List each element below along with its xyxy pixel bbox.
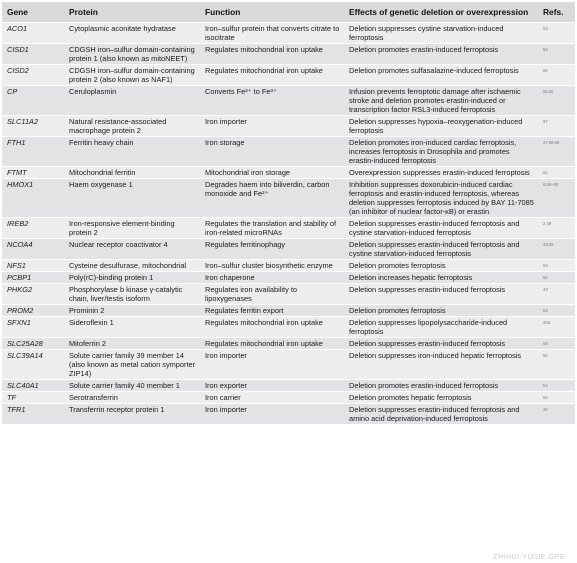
cell-function: Iron importer	[200, 116, 344, 137]
cell-protein: Sideroflexin 1	[64, 317, 200, 338]
cell-effects: Deletion suppresses hypoxia–reoxygenation-induced ferroptosis	[344, 116, 538, 137]
cell-gene: TFR1	[2, 404, 64, 425]
cell-refs: 53	[538, 23, 575, 44]
cell-protein: Phosphorylase b kinase γ-catalytic chain, liver/testis isoform	[64, 284, 200, 305]
cell-protein: Solute carrier family 40 member 1	[64, 380, 200, 392]
cell-function: Degrades haem into biliverdin, carbon monoxide and Fe²⁺	[200, 179, 344, 218]
cell-function: Iron–sulfur cluster biosynthetic enzyme	[200, 260, 344, 272]
table-row	[2, 284, 575, 305]
table-row	[2, 65, 575, 86]
cell-protein: CDGSH iron–sulfur domain-containing protein 2 (also known as NAF1)	[64, 65, 200, 86]
table-row	[2, 260, 575, 272]
cell-gene: HMOX1	[2, 179, 64, 218]
cell-effects: Deletion promotes ferroptosis	[344, 260, 538, 272]
cell-refs: 62	[538, 392, 575, 404]
cell-refs: 64	[538, 44, 575, 65]
table-row	[2, 44, 575, 65]
table-row	[2, 317, 575, 338]
table-body	[2, 23, 575, 425]
table-row	[2, 380, 575, 392]
cell-refs: 46	[538, 404, 575, 425]
table-row	[2, 338, 575, 350]
cell-refs: 208	[538, 317, 575, 338]
ferroptosis-iron-genes-table	[2, 2, 575, 425]
cell-function: Iron importer	[200, 404, 344, 425]
cell-protein: Serotransferrin	[64, 392, 200, 404]
header-protein: Protein	[64, 2, 200, 23]
cell-protein: Solute carrier family 39 member 14 (also known as metal cation symporter ZIP14)	[64, 350, 200, 380]
cell-protein: Ferritin heavy chain	[64, 137, 200, 167]
cell-gene: SLC11A2	[2, 116, 64, 137]
cell-function: Mitochondrial iron storage	[200, 167, 344, 179]
cell-function: Regulates mitochondrial iron uptake	[200, 317, 344, 338]
cell-refs: 2,49	[538, 218, 575, 239]
header-gene: Gene	[2, 2, 64, 23]
cell-gene: SFXN1	[2, 317, 64, 338]
cell-protein: CDGSH iron–sulfur domain-containing protein 1 (also known as mitoNEET)	[64, 44, 200, 65]
table-row	[2, 305, 575, 317]
header-row	[2, 2, 575, 23]
cell-protein: Nuclear receptor coactivator 4	[64, 239, 200, 260]
cell-protein: Iron-responsive element-binding protein 2	[64, 218, 200, 239]
cell-protein: Ceruloplasmin	[64, 86, 200, 116]
cell-function: Regulates mitochondrial iron uptake	[200, 65, 344, 86]
cell-protein: Prominin 2	[64, 305, 200, 317]
cell-gene: FTH1	[2, 137, 64, 167]
cell-effects: Deletion promotes sulfasalazine-induced ferroptosis	[344, 65, 538, 86]
cell-function: Regulates ferritinophagy	[200, 239, 344, 260]
cell-refs: 54	[538, 380, 575, 392]
cell-effects: Deletion suppresses erastin-induced ferroptosis and cystine starvation-induced ferroptosis	[344, 239, 538, 260]
cell-effects: Deletion suppresses lipopolysaccharide-induced ferroptosis	[344, 317, 538, 338]
cell-effects: Deletion promotes hepatic ferroptosis	[344, 392, 538, 404]
cell-effects: Deletion promotes iron-induced cardiac ferroptosis, increases ferroptosis in Drosophila and promotes erastin-induced ferroptosis	[344, 137, 538, 167]
cell-refs: 52	[538, 272, 575, 284]
cell-effects: Deletion suppresses erastin-induced ferroptosis and cystine starvation-induced ferroptosis	[344, 218, 538, 239]
table-row	[2, 272, 575, 284]
cell-refs: 6,56–58	[538, 179, 575, 218]
cell-effects: Deletion suppresses iron-induced hepatic ferroptosis	[344, 350, 538, 380]
cell-refs: 27,68,69	[538, 137, 575, 167]
cell-refs: 58	[538, 338, 575, 350]
cell-gene: IREB2	[2, 218, 64, 239]
cell-effects: Deletion promotes erastin-induced ferroptosis	[344, 380, 538, 392]
header-effects: Effects of genetic deletion or overexpression	[344, 2, 538, 23]
cell-effects: Deletion suppresses erastin-induced ferroptosis and amino acid deprivation-induced ferroptosis	[344, 404, 538, 425]
table-row	[2, 392, 575, 404]
cell-refs: 62	[538, 350, 575, 380]
cell-gene: CISD1	[2, 44, 64, 65]
table-row	[2, 350, 575, 380]
cell-function: Iron exporter	[200, 380, 344, 392]
cell-function: Iron storage	[200, 137, 344, 167]
table-header	[2, 2, 575, 23]
table-row	[2, 404, 575, 425]
cell-gene: PHKG2	[2, 284, 64, 305]
cell-refs: 67	[538, 116, 575, 137]
cell-effects: Overexpression suppresses erastin-induced ferroptosis	[344, 167, 538, 179]
cell-function: Regulates ferritin export	[200, 305, 344, 317]
header-refs: Refs.	[538, 2, 575, 23]
cell-refs: 65	[538, 65, 575, 86]
table-row	[2, 137, 575, 167]
cell-refs: 49,59	[538, 239, 575, 260]
cell-function: Iron–sulfur protein that converts citrate to isocitrate	[200, 23, 344, 44]
table-row	[2, 179, 575, 218]
cell-gene: TF	[2, 392, 64, 404]
cell-refs: 55,56	[538, 86, 575, 116]
cell-function: Converts Fe²⁺ to Fe³⁺	[200, 86, 344, 116]
cell-gene: ACO1	[2, 23, 64, 44]
cell-gene: PROM2	[2, 305, 64, 317]
cell-refs: 53	[538, 305, 575, 317]
cell-function: Regulates mitochondrial iron uptake	[200, 44, 344, 65]
cell-effects: Inhibition suppresses doxorubicin-induced cardiac ferroptosis and erastin-induced ferroptosis, whereas deletion suppresses ferroptosis induced by BAY 11-7085 (an inhibitor of nuclear factor-κB) or erastin	[344, 179, 538, 218]
watermark: ZHIHUI·YIXUE·GPE	[493, 554, 565, 561]
cell-function: Iron carrier	[200, 392, 344, 404]
table-row	[2, 23, 575, 44]
cell-protein: Natural resistance-associated macrophage protein 2	[64, 116, 200, 137]
cell-gene: SLC40A1	[2, 380, 64, 392]
table-row	[2, 86, 575, 116]
header-function: Function	[200, 2, 344, 23]
cell-refs: 63	[538, 260, 575, 272]
cell-function: Regulates iron availability to lipoxygenases	[200, 284, 344, 305]
cell-function: Iron importer	[200, 350, 344, 380]
cell-effects: Deletion suppresses cystine starvation-induced ferroptosis	[344, 23, 538, 44]
cell-protein: Mitoferrin 2	[64, 338, 200, 350]
cell-gene: SLC25A28	[2, 338, 64, 350]
cell-function: Regulates mitochondrial iron uptake	[200, 338, 344, 350]
cell-refs: 43	[538, 284, 575, 305]
cell-gene: PCBP1	[2, 272, 64, 284]
cell-gene: NFS1	[2, 260, 64, 272]
cell-gene: NCOA4	[2, 239, 64, 260]
cell-protein: Haem oxygenase 1	[64, 179, 200, 218]
cell-protein: Mitochondrial ferritin	[64, 167, 200, 179]
cell-protein: Cytoplasmic aconitate hydratase	[64, 23, 200, 44]
cell-effects: Deletion promotes erastin-induced ferroptosis	[344, 44, 538, 65]
cell-protein: Cysteine desulfurase, mitochondrial	[64, 260, 200, 272]
cell-gene: FTMT	[2, 167, 64, 179]
cell-effects: Deletion suppresses erastin-induced ferroptosis	[344, 284, 538, 305]
cell-function: Iron chaperone	[200, 272, 344, 284]
cell-protein: Poly(rC)-binding protein 1	[64, 272, 200, 284]
table-row	[2, 218, 575, 239]
cell-gene: CP	[2, 86, 64, 116]
table-row	[2, 239, 575, 260]
table-row	[2, 116, 575, 137]
cell-gene: SLC39A14	[2, 350, 64, 380]
table-row	[2, 167, 575, 179]
cell-refs: 62	[538, 167, 575, 179]
cell-effects: Deletion suppresses erastin-induced ferroptosis	[344, 338, 538, 350]
cell-gene: CISD2	[2, 65, 64, 86]
cell-protein: Transferrin receptor protein 1	[64, 404, 200, 425]
cell-function: Regulates the translation and stability of iron-related microRNAs	[200, 218, 344, 239]
cell-effects: Infusion prevents ferroptotic damage after ischaemic stroke and deletion promotes erastin-induced or transcription factor RSL3-induced ferroptosis	[344, 86, 538, 116]
cell-effects: Deletion increases hepatic ferroptosis	[344, 272, 538, 284]
cell-effects: Deletion promotes ferroptosis	[344, 305, 538, 317]
